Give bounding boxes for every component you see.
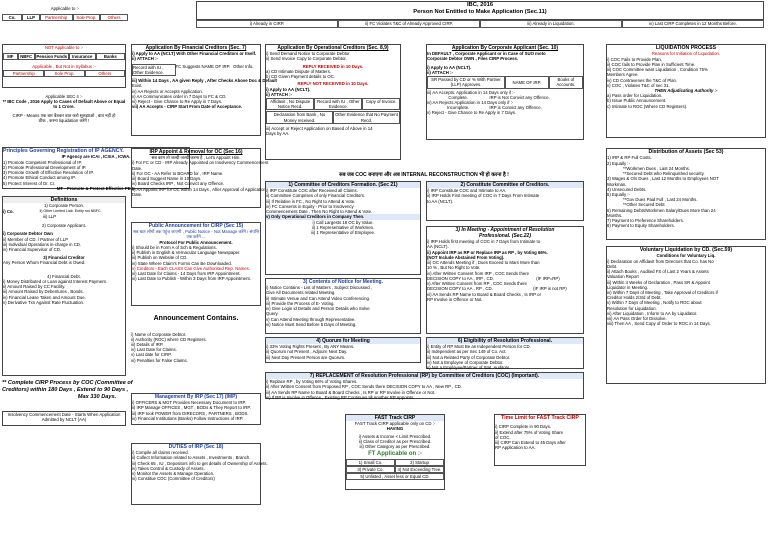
coc1-item: Commencement Date , Then No Right to Attend & Vote. — [266, 209, 373, 215]
vol-item: Debt. — [607, 263, 618, 269]
na-partnership: Partnership — [3, 70, 44, 77]
coc3-item: (IF IRP=RP) — [536, 275, 560, 281]
pa-item: iv) State Where Claim's Forms Can Be Downloaded. — [132, 260, 232, 266]
pa-item: ii) Publish in English & Vernacular Language Newspaper. — [132, 250, 241, 256]
irp-appoint-box — [131, 148, 269, 208]
def-financial-debt: 4) Financial Debt. — [47, 273, 81, 279]
coc-constitute-box — [426, 181, 584, 221]
coc1-title: 1) Committee of Creditors Formation. (Sec 21) — [266, 182, 420, 188]
coc-banner: सब जब COC बनाएगा और अब INTERNAL RECONSTRUCTION भी हो करना है ! — [339, 172, 509, 178]
irp-item: Date. — [132, 165, 143, 171]
vol-item: viii) Then AA , Send Copy of Order to ROC in 14 Days. — [607, 321, 711, 327]
fc-app-item: Exist. — [132, 83, 143, 89]
oc-app-title: Application By Operational Creditors (Sec. 8,9) — [277, 45, 389, 51]
principles-title: Principles Governing Registration of IP AGENCY. — [3, 148, 124, 154]
def-fd-item: i) Money Distributed or Loan against Interest Payment. — [3, 278, 107, 284]
coc1-subitem: iii) 1 Representative of Employee. — [310, 229, 376, 235]
def-fd-item: v) Derivative Txn Against Rate Fluctuation. — [3, 299, 85, 305]
mgmt-title: Management By IRP (Sec 17) (IMP) — [154, 394, 238, 400]
dist-item: **Gov Dues Paid Full , Last 24 Months. — [623, 197, 698, 203]
not-entitled-items — [196, 20, 764, 28]
applicable-llp: LLP — [22, 14, 40, 21]
def-fc-desc: Any Person Whom Financial Debt is Owed. — [3, 260, 86, 266]
insolvency-date-box — [2, 411, 126, 426]
na-pension: Pension Funds — [36, 54, 68, 60]
duties-irp-box — [131, 443, 268, 505]
cd-app-line1: In DEFAULT , Corporate Applicant or in Case of SUO moto — [427, 51, 546, 57]
cd-app-item: ii) ATTACH :- — [427, 69, 453, 75]
def-financial-creditor: 3) Financial Creditor — [43, 255, 85, 261]
time-limit-item: RP Application to AA. — [495, 445, 536, 451]
coc3-item: v) After Written Consent from RP , COC Sends there — [427, 281, 527, 287]
na-mf: MF — [3, 53, 18, 60]
cd-attach-sr: SR Passed by CD or % With Partner (LLP) Approves. — [427, 76, 505, 88]
meeting-item: iv) Give Login id Details and Person Details who Solve — [266, 306, 370, 312]
cd-iv: iv) AA Rejects Application in 14 Days only if :- — [427, 99, 514, 105]
liq-then: THEN Adjudicating Authority :- — [654, 87, 718, 93]
ft-private-co: 3) Private Co. — [346, 466, 395, 473]
pa-protocol: Protocol For Public Announcement. — [159, 239, 233, 245]
ft-sub: FAST Track CIRP applicable only on CD :- — [354, 421, 436, 427]
time-limit-title: Time Limit for FAST Track CIRP — [501, 415, 579, 421]
applicable-partnership: Partnership — [40, 14, 73, 21]
oc-app-item: i) Send Demand Notice to Corporate Debtor. — [266, 51, 351, 57]
principles-sub: IP Agency are ICAI , ICSIA , ICWA. — [61, 154, 131, 160]
oc-r2-item: ii) ATTACH :- — [266, 91, 292, 97]
ft-item: iii) Other Category as per Prescribed. — [359, 444, 431, 450]
meeting-item: ii) Intimate Venue and Can Attend Video Conferencing. — [266, 295, 371, 301]
ft-title: FAST Track CIRP — [346, 415, 444, 421]
coc2-item: ii) IRP Holds First meeting of COC in 7 Days From Intimate — [427, 193, 540, 199]
def-other-entity: ii) Other Limited Liab. Entity not NBFC. — [39, 208, 102, 213]
vol-item: Liquidator in Meeting. — [607, 284, 649, 290]
vol-item: vi) After Liquidation , Inform to AA by Liquidator. — [607, 310, 698, 316]
insolvency-line2: Admitted by NCLT (AA) — [41, 417, 87, 423]
fc-attach-other: Other Info. — [233, 63, 254, 69]
liq-item: i) COC Fails to Provide Plan. — [607, 56, 662, 62]
dist-item: **Secured Debt who Relinquished security. — [623, 171, 705, 177]
insolvency-line1: Insolvency Commencement Date - Starts When Application — [7, 412, 121, 417]
na-insurance: Insurance — [69, 53, 96, 60]
ann-item: ii) Authority (ROC) where CD Registers. — [131, 336, 207, 342]
cirp-line3: Max 330 Days. — [77, 393, 117, 400]
cd-attach-books: Books of Accounts. — [549, 76, 583, 88]
dist-item: 7) Payment to Preference Shareholders. — [607, 218, 684, 224]
top-title-box — [196, 1, 764, 20]
duty-item: i) Compile all claims received. — [132, 450, 189, 456]
definitions-box — [2, 196, 126, 376]
ft-item: ii) Class of Creditor as per Prescribed. — [358, 438, 432, 444]
cd-irp-not-convict: IRP is Not Convict any Offence. — [489, 94, 550, 100]
quorum-item: i) 33% Voting Rights Present , By ANY Means. — [266, 344, 355, 350]
irp-item: iii) Board Suggest Name in 10 Days. — [132, 176, 202, 182]
def-corporate-person: 1) Corporate Person. — [43, 203, 85, 209]
cd-app-item: i) Apply to AA (NCLT). — [427, 64, 472, 70]
quorum-item: iii) Next Day Present Person are Quorum. — [266, 354, 346, 360]
not-entitled-item: ii) FC Violates T&C of Already Approved CIRP. — [338, 20, 480, 28]
liq-item: iv) CD Contravenes the T&C of Plan. — [607, 77, 678, 83]
oc-other-evidence: Other Evidence that No Payment Recd. — [333, 111, 400, 123]
not-entitled-item: i) Already in CIRP. — [196, 20, 338, 28]
not-entitled-item: iii) Already in Liquidation. — [480, 20, 622, 28]
duty-item: ii) Collect Information related to Assets , Investments , Branch. — [132, 455, 251, 461]
dist-item: Months. — [607, 212, 623, 218]
oc-reply-a: a) CD Intimate Dispute of Matters. — [266, 68, 331, 74]
coc1-item: iv) FC Consents in Equity - Prior to Insolvency — [266, 203, 354, 209]
dist-item: 4) Unsecured Debts. — [607, 186, 647, 192]
mgmt-item: ii) IRP Manage OFFICES , MGT , BODs & They Report to IRP. — [132, 405, 251, 411]
quorum-item: ii) Quorum not Present , Adjourn Next Day. — [266, 349, 348, 355]
fc-attach-record: Record with IU , Other Evidence. — [132, 64, 176, 76]
replacement-item: iv) If RP is Involve in Offence , Existing RP Continues till Another RP Appoints. — [266, 394, 415, 400]
meeting-item: Query. — [266, 311, 279, 317]
duties-title: DUTIES of IRP (Sec 18) — [168, 444, 224, 450]
coc3-item: ii) Appoint IRP as RP or Replace IRP as RP , by Voting 66%. — [427, 249, 548, 255]
public-announcement-box — [131, 222, 261, 306]
fc-app-item: v) AA Communicates order in 7 Days to FC & CD. — [132, 93, 227, 99]
replacement-title: 7) REPLACEMENT of Resolution Professional (RP) by Committee of Creditors (COC) (Important). — [266, 373, 583, 379]
irp-title: IRP Appoint & Removal for OC (Sec 16) — [149, 149, 243, 155]
vol-item: v) Within 7 Days of Meeting , Notify to ROC about — [607, 300, 702, 306]
definitions-title: Definitions — [3, 197, 125, 203]
time-limit-item: i) CIRP Complete in 90 Days. — [495, 424, 552, 430]
oc-attach-affidavit: Affidavit , No Dispute Notice Recd. — [266, 98, 314, 110]
meeting-item: v) Can Attend Meeting through Representative. — [266, 316, 356, 322]
quorum-box — [265, 337, 421, 363]
sec4-block — [2, 94, 126, 134]
cd-complete: Complete. — [448, 94, 468, 100]
rp-eligibility-box — [426, 337, 584, 369]
principle-mt: MT - Promote & Protect Effective PEG. — [56, 185, 136, 191]
coc3-item: AA (NCLT). — [427, 244, 449, 250]
oc-r2-item: i) Apply to AA (NCLT). — [266, 86, 311, 92]
na-banks: Banks — [96, 53, 125, 60]
vol-title: Voluntary Liquidation by CD. (Sec.59) — [639, 247, 733, 253]
pa-subtitle2: एक करेंगे ... — [186, 234, 206, 240]
coc3-item: 10 % , But No Right to Vote. — [427, 265, 481, 271]
oc-app-item: ii) Send Invoice Copy to Corporate Debtor. — [266, 56, 347, 62]
ann-item: iv) Last Date for Claims. — [131, 347, 177, 353]
pa-title: Public Announcement for CIRP (Sec 15) — [148, 223, 244, 229]
ft-startup: 2) Startup — [395, 459, 444, 466]
coc2-item: i) IRP Constitute COC and Intimate to AA. — [427, 188, 507, 194]
sec4-line4: ठीक , करना liquidation करेंगे ! — [38, 117, 90, 123]
coc2-title: 2) Constitute Committee of Creditors. — [427, 182, 583, 188]
vol-item: Creditor Holds 2/3rd of Debt. — [607, 295, 662, 301]
vol-item: vii) AA Pass Order for Dissolve. — [607, 316, 667, 322]
def-ca-item: ii) Member of CD. / Partner of LLP — [3, 236, 68, 242]
liq-item: c) Intimate to ROC (Where CD Registers). — [607, 103, 688, 109]
vol-item: ii) Attach Books , Audited FS of Last 2 Years & Assets — [607, 269, 709, 275]
not-applicable-box — [2, 44, 126, 88]
coc1-item: ii) Committee Comprises of only Financial Creditors. — [266, 193, 366, 199]
cd-v: v) Reject - Give Chance to Re Apply in 7 Days. — [427, 110, 517, 116]
time-limit-item: ii) Extend after 75% of Voting Share — [495, 429, 564, 435]
coc3-item: RP Involve in Offence or Not. — [427, 296, 483, 302]
liq-item: ii) COC fails to Provide Plan in Sufficient Time. — [607, 61, 696, 67]
ft-not-exceeding: 4) Not Exceeding Tree. — [395, 466, 444, 473]
cirp-line2: Creditors) within 180 Days , Extend to 90 Days , — [2, 386, 129, 393]
na-sole-prop: Sole Prop. — [44, 70, 84, 77]
ft-unlisted: 5) Unlisted , Asset less or Equal CD. — [346, 473, 444, 480]
irp-item: v) AA Appoint IRP for OC within 14 Days , After Approval of Application — [132, 186, 266, 192]
oc-iii: iii) Accept or Reject Application on Based of Above in 14 — [266, 125, 373, 131]
fc-app-item: iii) Within 14 Days , AA given Reply , After Checks Above Doc & Default — [132, 78, 277, 84]
ft-having: HAVING — [386, 426, 404, 432]
fc-attach-irp: FC Suggests NAME OF IRP. — [175, 63, 231, 69]
cd-irp-convict: IRP is Convict any Offence. — [489, 105, 542, 111]
eligibility-item: iv) Not a Employee of Corporate Debtor. — [427, 359, 504, 365]
ft-applicable-title: FT Applicable on :- — [368, 451, 422, 458]
coc3-item: vi) AA Sends RP Name to Board & Board Checks , Is IRP or — [427, 291, 541, 297]
applicable-to-box — [2, 6, 128, 24]
coc3-item: DECISION COPY to AA , IRP , CD. — [427, 275, 494, 281]
distribution-assets-box — [606, 148, 766, 240]
oc-attach-record: Record with IU , Other Evidence. — [314, 98, 362, 110]
principle-item: 4) Promote Ethical Conduct among IP. — [3, 175, 76, 181]
principle-item: 5) Protect Interest of Dr. Cr. — [3, 180, 56, 186]
dist-item: **Workmen Dues , Last 24 Months. — [623, 165, 691, 171]
coc3-item: (NOT Include Abstained From Voting). — [427, 254, 505, 260]
coc3-item: iii) OC Attends Meeting if , Dues Exceed to Mars More than — [427, 260, 540, 266]
def-fd-item: ii) Amount Raised by CC Facility. — [3, 284, 66, 290]
cd-incomplete: Incomplete. — [447, 105, 470, 111]
cd-app-line2: Corporate Debtor OWN , Files CIRP Process. — [427, 56, 519, 62]
replacement-item: i) Replace RP , by Voting 66% of Voting Shares. — [266, 379, 358, 385]
main-subtitle: Person Not Entitled to Make Application (Sec.11) — [413, 9, 547, 16]
irp-item: ii) For OC - AA Refer to BOARD for , IRP Name. — [132, 170, 224, 176]
eligibility-item: i) Entity of RP Must Be an Independent Person for CD. — [427, 344, 531, 350]
mgmt-item: iv) Financial Institutions (Banks) Follow Instructions of IRP. — [132, 415, 244, 421]
dist-item: 2) Equally :- — [607, 160, 630, 166]
dist-item: 8) Payment to Equity Shareholders. — [607, 223, 675, 229]
meeting-item: iii) Provide the Process of E- Voting. — [266, 300, 335, 306]
fast-track-time-limit-box — [494, 414, 586, 466]
liq-item: b) Issue Public Announcement. — [607, 98, 667, 104]
meeting-title: 3) Contents of Notice for Meeting. — [303, 279, 383, 285]
applicable-others: Others — [100, 14, 128, 21]
fc-app-item: i) Apply to AA (NCLT) With Other Financial Creditors or Itself. — [132, 51, 257, 57]
vol-item: iii) Within 4 Weeks of Declaration , Pass SR & Appoint — [607, 279, 710, 285]
eligibility-item: v) Not a Employee/Partner of Stat. Auditors. — [427, 365, 511, 371]
liq-item: iii) COC Committee want Liquidation , Condition 75% — [607, 67, 708, 73]
rp-replacement-box — [265, 372, 584, 399]
na-others: Others — [85, 70, 125, 77]
oc-decl-bank: Declaration from Bank , No Money received. — [266, 111, 333, 123]
cd-iii: iii) AA Accepts. Application in 14 Days only if :- — [427, 89, 515, 95]
cd-attach-irp: NAME OF IRP. — [505, 76, 549, 88]
ft-item: i) Assets & Income < Limit Prescribed. — [358, 433, 432, 439]
cd-app-title: Application By Corporate Applicant (Sec. 10) — [451, 45, 559, 51]
coc1-item: iii) If Relative is FC , No Right to Attend & Vote. — [266, 198, 356, 204]
oc-reply-not-received: REPLY NOT RECEIVED in 10 Days. — [297, 81, 369, 87]
liq-title: LIQUIDATION PROCESS — [655, 45, 717, 51]
ft-small-co: 1) Small Co. — [346, 459, 395, 466]
oc-reply-b: b) CD Given Payment details to OC. — [266, 74, 336, 80]
principle-item: 1) Promote Competent Professional of IP. — [3, 159, 82, 165]
pa-subtitle: सब बात लोगों तक पहुंच जाएगी , Public Notice - Not Manage करेंगे / संपत्ति — [133, 229, 259, 235]
coc3-title2: Professional. (Sec.22) — [479, 233, 531, 240]
coc2-item: to AA (NCLT). — [427, 198, 454, 204]
liq-item: a) Pass order for Liquidation. — [607, 93, 663, 99]
principle-item: 3) Promote Growth of Effective Resolution of IP. — [3, 170, 94, 176]
meeting-notice-box — [265, 278, 421, 334]
eligibility-item: ii) Independent as per Sec 149 of Co. Act. — [427, 349, 507, 355]
def-ca-item: i) Corporate Debtor Own — [3, 231, 53, 237]
mgmt-item: i) OFFICERS & MGT Provides Necessary Document to IRP. — [132, 400, 246, 406]
mgmt-item: iii) IRP took POWER from DIRECORS , PARTNERS , BODS. — [132, 410, 249, 416]
def-ca-item: iv) Financial Supervisor of CD. — [3, 246, 62, 252]
coc3-item: (IF IRP is not RP) — [533, 286, 567, 292]
vol-sub: Conditions for Voluntary Liq. — [656, 253, 716, 259]
coc1-item: v) Only Operational Creditors in Company Then. — [266, 214, 420, 219]
cd-application-box — [426, 44, 584, 140]
pa-item: i) Should be in Form A of Sch & Regulations. — [132, 244, 217, 250]
applicable-co: Co. — [2, 14, 22, 21]
fc-app-item: ii) ATTACH :- — [132, 56, 158, 62]
fc-application-box — [131, 44, 277, 136]
pa-item: iii) Publish on Website of CD. — [132, 255, 188, 261]
ann-item: v) Last date for CIRP. — [131, 352, 172, 358]
replacement-item: ii) After Written Consent from Proposed RP , COC Sends there DECISION COPY to AA , New RP , CD. — [266, 384, 462, 390]
eligibility-item: iii) Not a Related Party of Corporate Debtor. — [427, 354, 511, 360]
vol-item: i) Declaration on Affidavit from Directors that Co. has No — [607, 258, 714, 264]
na-note: Applicable , But Not in Syllabus :- — [32, 64, 96, 70]
dist-item: **Other Secured Debt — [623, 202, 665, 208]
pa-item: vi) Last Date for Claims - 14 Days from IRP Appointment. — [132, 270, 241, 276]
duty-item: iii) Check 65 , IU , Depositors info to get details of Ownership of Assets. — [132, 460, 268, 466]
management-irp-box — [131, 393, 261, 425]
announcement-contains — [131, 309, 261, 377]
def-fd-item: iv) Financial Lease Taken and Amount Due. — [3, 294, 86, 300]
rp-appointment-box — [426, 226, 584, 334]
fc-app-title: Application By Financial Creditors (Sec. 7) — [145, 45, 247, 51]
vol-item: Resolution for Liquidation. — [607, 305, 657, 311]
ann-title: Announcement Contains. — [153, 315, 239, 322]
coc1-item: i) IRP Constitute COC after Received all Claims. — [266, 188, 358, 194]
coc1-subitem: ii) 1 Representative of Workmen. — [311, 224, 375, 230]
dist-item: 6) Remaining Debts/Workmen Salary/Dues More than 24 — [607, 207, 716, 213]
coc3-item: iv) After Written Consent from IRP , COC Sends there — [427, 270, 530, 276]
vol-item: Valuation Report — [607, 274, 639, 280]
ann-item: iii) Details of IRP. — [131, 342, 164, 347]
coc3-item: i) IRP Holds first meeting of COC in 7 Days from Intimate to — [427, 239, 541, 245]
dist-item: 3) Wages & O/s Dues , Last 12 Months to Employees NOT — [607, 176, 719, 182]
sec4-line3: CIRP - Means एक बार बैठकर बात करो सुलझाओ , बात नहीं हो — [12, 112, 116, 118]
oc-attach-invoice: Copy of Invoice. — [362, 98, 400, 110]
not-entitled-item: iv) Last CIRP Completes in 12 Months Before. — [622, 20, 764, 28]
na-nbfc: NBFC — [18, 53, 35, 60]
duty-item: v) Monitor the Assets & Manage Operation. — [132, 471, 215, 477]
cirp-line1: ** Complete CIRP Process by COC (Committee of — [2, 380, 133, 386]
def-corporate-applicant: 2) Corporate Applicant. — [42, 223, 86, 229]
coc1-subitem: i) Call Largests 18 OC by Value. — [312, 219, 374, 225]
time-limit-item: of COC. — [495, 434, 511, 440]
duty-item: vi) Constitue COC (Committee of Creditors) — [132, 476, 215, 482]
dist-title: Distribution of Assets (Sec 53) — [648, 149, 724, 155]
vol-item: iv) Within 7 Days of Meeting , Take Approval of Creditors if — [607, 289, 718, 295]
def-ca-item: iii) Individual Operations in-charge in CD. — [3, 241, 82, 247]
irp-item: Date. — [132, 191, 143, 197]
sec4-line1: ** IBC Code , 2016 Apply to Cases of Default Above or Equal — [2, 99, 126, 105]
dist-item: 5) Equally :- — [607, 191, 630, 197]
def-co: i) Co. — [3, 208, 14, 214]
oc-reply-received: REPLY RECEIVED in 10 Days. — [302, 63, 364, 69]
principle-item: 2) Promote Professional Development of IP. — [3, 164, 87, 170]
coc-formation-box — [265, 181, 421, 275]
applicable-sole-prop: Sole Prop. — [73, 14, 101, 21]
main-title: IBC, 2016 — [466, 2, 494, 8]
def-llp: iii) LLP — [43, 213, 57, 219]
coc3-title: 3) In Meeting - Appointment of Resolution — [455, 227, 555, 233]
irp-item: iv) Board Checks IRP , Not Convict any Offence. — [132, 181, 225, 187]
fc-app-item: vii) AA Accepts - CIRP Start From Date of Acceptance. — [132, 104, 243, 110]
fast-track-box — [345, 414, 445, 490]
def-fd-item: iii) Amount Raised by Debentures , Bonds. — [3, 289, 84, 295]
liq-item: v) COC , Violates T&C of sec 31. — [607, 82, 670, 88]
ann-item: i) Name of Corporate Debtor. — [131, 331, 187, 337]
sec4-line2: to 1 Crore. — [53, 104, 75, 110]
sec4-title: Applicable SEC 4 :- — [45, 94, 83, 99]
fc-app-item: iv) AA Rejects or Accepts Application. — [132, 88, 203, 94]
dist-item: Workman. — [607, 181, 627, 187]
pa-item: vi) Last Date to Publish - Within 3 Days from IRP Appointment. — [132, 276, 251, 282]
not-applicable-label: NOT Applicable to :- — [44, 45, 84, 50]
replacement-item: iii) AA Sends RP Name to Board & Board Checks , Is RP or RP Involve in Offence or Not. — [266, 389, 436, 395]
meeting-item: i) Notice Contains - List of Matters , Subject Discussed , — [266, 285, 373, 291]
dist-item: 1) IRP & RP Full Costs. — [607, 155, 652, 161]
liq-item: Members Agree. — [607, 72, 639, 78]
time-limit-item: iii) CIRP Can Extend to 45 Days after — [495, 440, 566, 446]
meeting-item: Give All Documents related Meeting. — [266, 290, 336, 296]
ann-item: vi) Penalties for False Claims. — [131, 357, 188, 363]
fc-app-item: vi) Reject - Give Chance to Re Apply in 7 Days. — [132, 98, 223, 104]
irp-item: i) For FC or CD - IRP Already Appointed on Insolvency Commencement — [132, 160, 269, 166]
voluntary-liquidation-box — [606, 246, 766, 384]
pa-item: v) Creditors - Each CLASS Can Give Authorised Rep. Names. — [132, 265, 250, 271]
meeting-item: vi) Notice Must Send Before 5 Days of Meeting. — [266, 321, 357, 327]
quorum-title: 4) Quorum for Meeting — [266, 338, 420, 344]
duty-item: iv) Takes Control & Custody of Assets. — [132, 465, 205, 471]
oc-iii2: Days by AA. — [266, 131, 290, 137]
irp-subtitle: सब काम तो जल्दी-जल्दी करना है , Let's Appoint Him. — [151, 155, 241, 161]
liq-sub: Reasons for Initiation of Liquidation. — [651, 51, 721, 57]
oc-application-box — [265, 44, 401, 160]
eligibility-title: 6) Eligibility of Resolution Professional. — [427, 338, 583, 344]
coc3-item: DECISION COPY to AA , RP , CD. — [427, 286, 493, 292]
liquidation-process-box — [606, 44, 766, 138]
applicable-to-label: Applicable to :- — [50, 6, 80, 11]
